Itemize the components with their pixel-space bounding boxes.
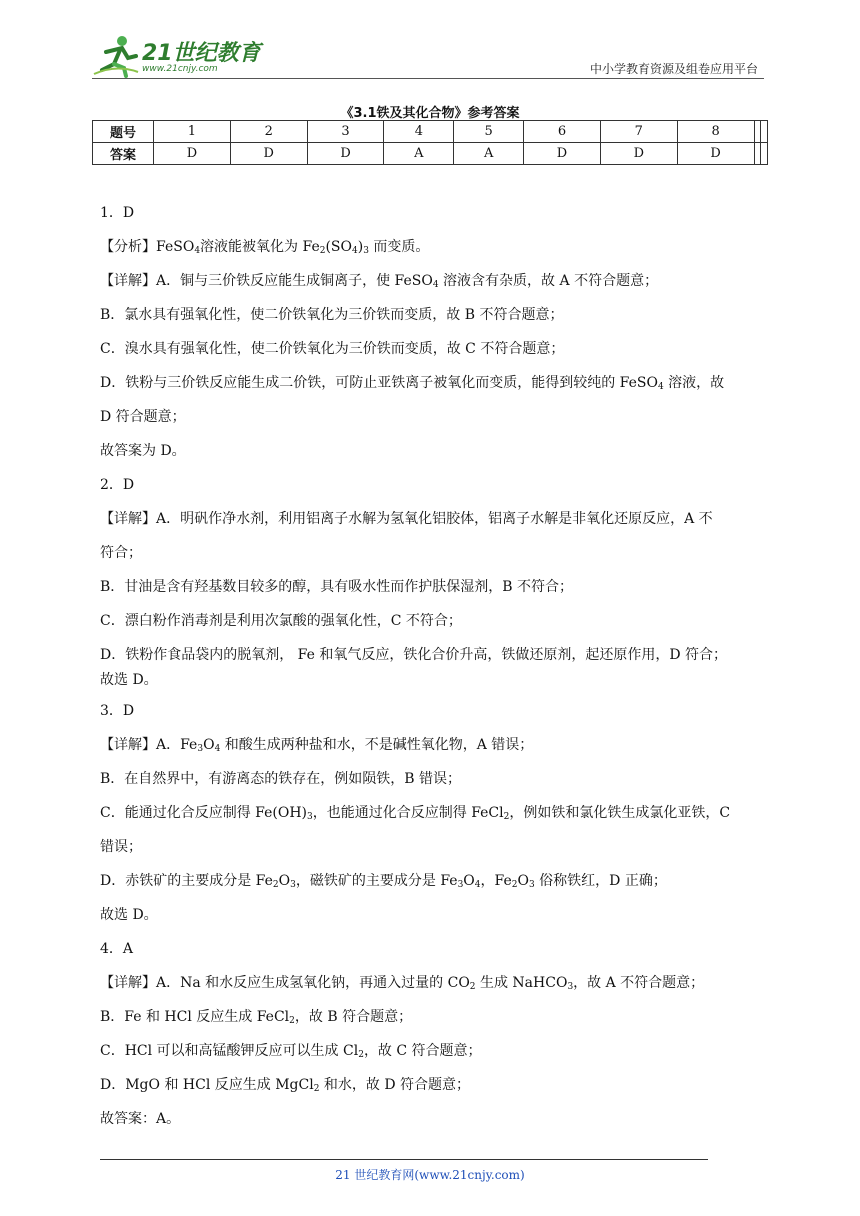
row-label-number: 题号 <box>93 121 154 143</box>
text-run: C．HCl 可以和高锰酸钾反应可以生成 Cl <box>100 1043 359 1059</box>
table-cell: A <box>454 143 524 165</box>
text-run: 俗称铁红，D 正确； <box>534 873 667 889</box>
subscript: 2 <box>503 812 510 822</box>
question-1-detail-d <box>100 366 770 400</box>
question-2-detail-a: 【详解】A．明矾作净水剂，利用铝离子水解为氢氧化铝胶体，铝离子水解是非氧化还原反应，A 不 <box>100 511 713 527</box>
question-2-answer: 2．D <box>100 477 135 493</box>
subscript: 3 <box>457 880 464 890</box>
answer-row <box>93 143 768 165</box>
table-cell: 2 <box>230 121 307 143</box>
text-run: 生成 NaHCO <box>475 975 568 991</box>
question-1-detail-a <box>100 264 770 298</box>
text-run: D．MgO 和 HCl 反应生成 MgCl <box>100 1077 314 1093</box>
question-2-detail-d: D．铁粉作食品袋内的脱氧剂， Fe 和氧气反应，铁化合价升高，铁做还原剂，起还原作用，D 符合； <box>100 647 728 663</box>
text-run: O <box>463 873 475 889</box>
table-cell: D <box>677 143 754 165</box>
text-run: C．能通过化合反应制得 Fe(OH) <box>100 805 308 821</box>
subscript: 4 <box>352 246 358 256</box>
text-run: ，也能通过化合反应制得 FeCl <box>312 805 504 821</box>
header-platform-text: 中小学教育资源及组卷应用平台 <box>589 62 758 76</box>
table-cell: D <box>154 143 231 165</box>
text-run: ，故 B 符合题意； <box>294 1009 413 1025</box>
question-1-analysis <box>100 230 770 264</box>
text-run: B．Fe 和 HCl 反应生成 FeCl <box>100 1009 290 1025</box>
subscript: 4 <box>194 246 201 256</box>
text-run: 和水，故 D 符合题意； <box>319 1077 470 1093</box>
table-cell <box>761 143 768 165</box>
subscript: 2 <box>358 1050 364 1060</box>
text-run: 和酸生成两种盐和水，不是碱性氧化物，A 错误； <box>220 737 534 753</box>
table-cell: 5 <box>454 121 524 143</box>
runner-logo-icon <box>92 34 140 78</box>
subscript: 2 <box>289 1016 295 1026</box>
question-3-detail-d <box>100 864 770 898</box>
question-1-detail-c: C．溴水具有强氧化性，使二价铁氧化为三价铁而变质，故 C 不符合题意； <box>100 341 565 357</box>
page-header <box>92 30 764 80</box>
text-run: 【详解】A．Na 和水反应生成氢氧化钠，再通入过量的 CO <box>100 975 470 991</box>
question-2-detail-a-cont: 符合； <box>100 545 142 561</box>
answer-table <box>92 120 768 165</box>
text-run: D．铁粉与三价铁反应能生成二价铁，可防止亚铁离子被氧化而变质，能得到较纯的 FeSO <box>100 375 658 391</box>
table-cell <box>761 121 768 143</box>
text-run: ，Fe <box>480 873 512 889</box>
table-cell: A <box>384 143 454 165</box>
question-1-answer: 1．D <box>100 205 135 221</box>
subscript: 3 <box>197 744 204 754</box>
subscript: 3 <box>567 982 574 992</box>
table-cell: 7 <box>600 121 677 143</box>
row-label-answer: 答案 <box>93 143 154 165</box>
question-4-conclusion: 故答案：A。 <box>100 1111 181 1127</box>
table-cell: D <box>307 143 384 165</box>
text-run: O <box>517 873 529 889</box>
subscript: 3 <box>528 880 535 890</box>
question-4-detail-c <box>100 1034 770 1068</box>
text-run: ，故 A 不符合题意； <box>573 975 705 991</box>
subscript: 2 <box>319 246 326 256</box>
question-1-conclusion: 故答案为 D。 <box>100 443 186 459</box>
text-run: ) <box>357 239 364 255</box>
table-cell: 6 <box>524 121 601 143</box>
text-run: 溶液含有杂质，故 A 不符合题意； <box>438 273 659 289</box>
question-3-answer: 3．D <box>100 703 135 719</box>
subscript: 2 <box>511 880 518 890</box>
text-run: 溶液，故 <box>663 375 725 391</box>
subscript: 2 <box>469 982 476 992</box>
question-2-detail-b: B．甘油是含有羟基数目较多的醇，具有吸水性而作护肤保湿剂，B 不符合； <box>100 579 574 595</box>
document-title: 《3.1铁及其化合物》参考答案 <box>340 106 520 121</box>
table-cell <box>754 143 761 165</box>
question-3-detail-b: B．在自然界中，有游离态的铁存在，例如陨铁，B 错误； <box>100 771 462 787</box>
subscript: 3 <box>307 812 313 822</box>
text-run: ，例如铁和氯化铁生成氯化亚铁，C <box>509 805 731 821</box>
table-cell: D <box>600 143 677 165</box>
table-cell: D <box>524 143 601 165</box>
footer-divider <box>100 1159 708 1160</box>
text-run: 【分析】FeSO <box>100 239 195 255</box>
question-3-conclusion: 故选 D。 <box>100 907 158 923</box>
logo-text: 21世纪教育 <box>142 41 261 66</box>
text-run: (SO <box>325 239 352 255</box>
footer-link[interactable]: 21 世纪教育网(www.21cnjy.com) <box>335 1168 525 1182</box>
question-4-detail-b <box>100 1000 770 1034</box>
table-cell: 8 <box>677 121 754 143</box>
text-run: 【详解】A．铜与三价铁反应能生成铜离子，使 FeSO <box>100 273 433 289</box>
table-cell <box>754 121 761 143</box>
logo-url: www.21cnjy.com <box>142 64 218 74</box>
text-run: D．赤铁矿的主要成分是 Fe <box>100 873 273 889</box>
question-2-detail-c: C．漂白粉作消毒剂是利用次氯酸的强氧化性，C 不符合； <box>100 613 462 629</box>
subscript: 4 <box>474 880 481 890</box>
header-divider <box>92 78 764 79</box>
text-run: O <box>203 737 215 753</box>
table-cell: 3 <box>307 121 384 143</box>
question-number-row <box>93 121 768 143</box>
subscript: 4 <box>432 280 439 290</box>
subscript: 3 <box>290 880 296 890</box>
subscript: 4 <box>657 382 664 392</box>
subscript: 4 <box>214 744 221 754</box>
text-run: 溶液能被氧化为 Fe <box>200 239 320 255</box>
text-run: 而变质。 <box>368 239 430 255</box>
question-1-detail-d-cont: D 符合题意； <box>100 409 186 425</box>
subscript: 2 <box>272 880 279 890</box>
text-run: ，故 C 符合题意； <box>363 1043 482 1059</box>
question-3-detail-a <box>100 728 770 762</box>
question-3-detail-c <box>100 796 770 830</box>
answer-explanations <box>100 196 770 1136</box>
table-cell: 1 <box>154 121 231 143</box>
question-4-detail-d <box>100 1068 770 1102</box>
subscript: 2 <box>313 1084 320 1094</box>
question-1-detail-b: B．氯水具有强氧化性，使二价铁氧化为三价铁而变质，故 B 不符合题意； <box>100 307 564 323</box>
question-4-detail-a <box>100 966 770 1000</box>
text-run: O <box>278 873 291 889</box>
table-cell: D <box>230 143 307 165</box>
text-run: 【详解】A．Fe <box>100 737 198 753</box>
table-cell: 4 <box>384 121 454 143</box>
question-2-conclusion: 故选 D。 <box>100 672 158 688</box>
question-4-answer: 4．A <box>100 941 134 957</box>
subscript: 3 <box>363 246 369 256</box>
text-run: ，磁铁矿的主要成分是 Fe <box>295 873 458 889</box>
question-3-detail-c-cont: 错误； <box>100 839 142 855</box>
site-logo[interactable] <box>92 34 262 78</box>
